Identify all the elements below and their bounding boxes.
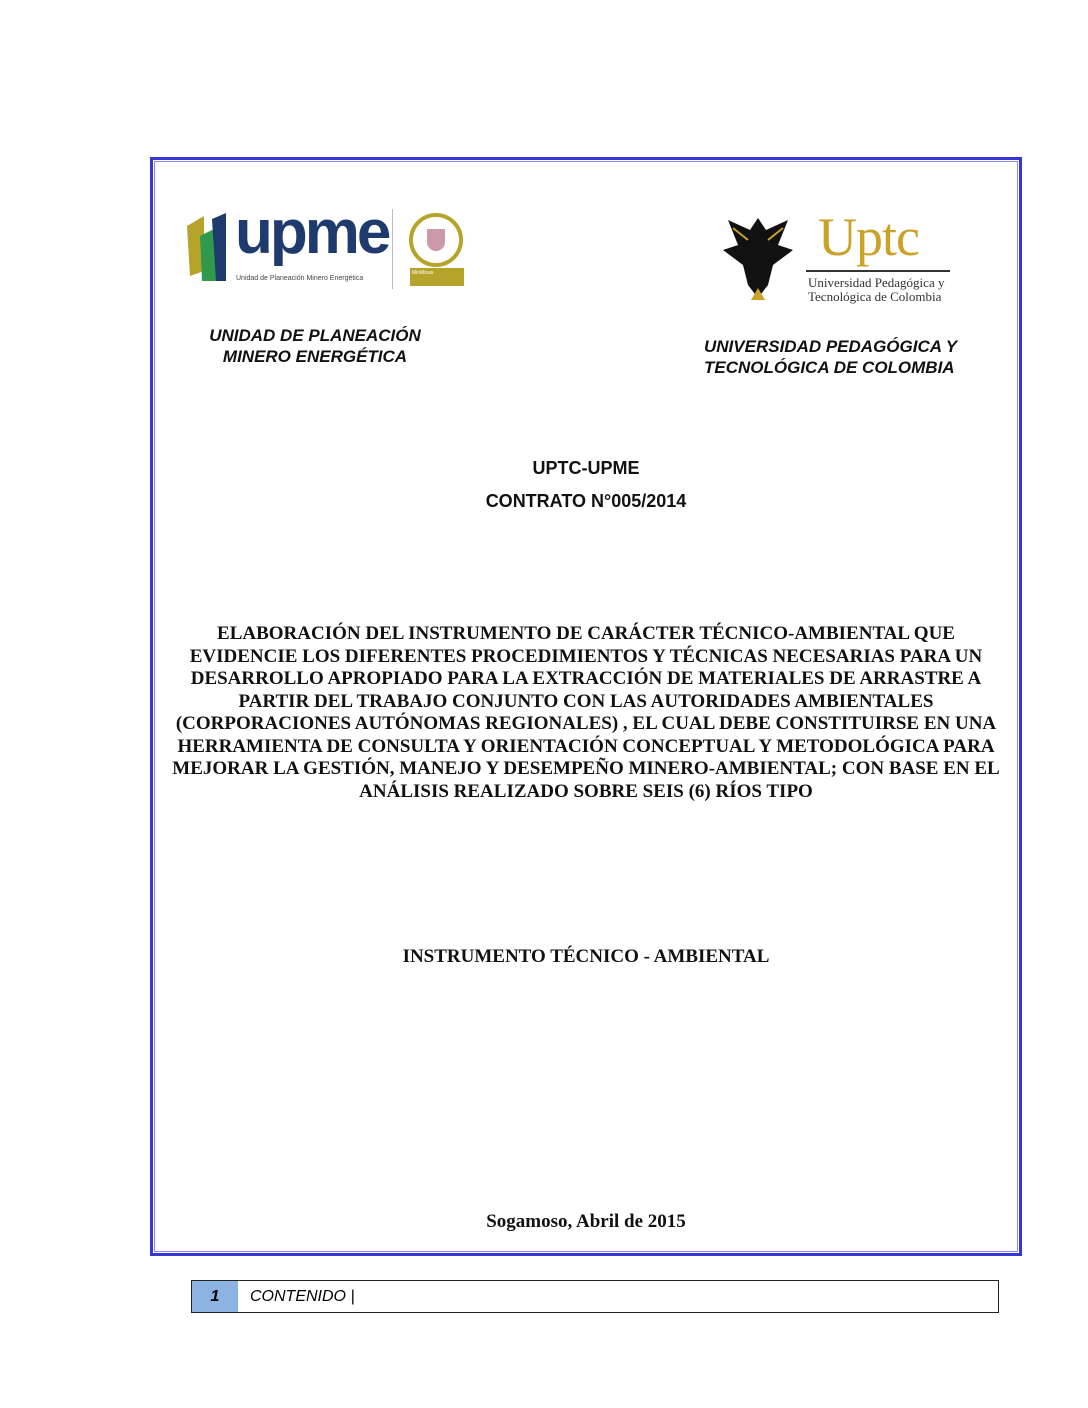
footer-section-label: CONTENIDO | — [250, 1288, 355, 1305]
upme-wordmark: upme — [235, 198, 389, 267]
document-subtitle: INSTRUMENTO TÉCNICO - AMBIENTAL — [402, 946, 770, 967]
upme-leaf-icon — [182, 211, 232, 281]
eagle-emblem-icon — [718, 210, 798, 310]
title-line: ELABORACIÓN DEL INSTRUMENTO DE CARÁCTER TÉCNICO-AMBIENTAL QUE — [217, 623, 955, 644]
left-organization — [190, 325, 440, 367]
right-org-line1: UNIVERSIDAD PEDAGÓGICA Y — [704, 337, 958, 356]
uptc-logo — [718, 207, 958, 315]
contract-number: CONTRATO N°005/2014 — [485, 491, 687, 511]
title-line: HERRAMIENTA DE CONSULTA Y ORIENTACIÓN CONCEPTUAL Y METODOLÓGICA PARA — [177, 735, 995, 757]
page-footer — [191, 1280, 999, 1313]
title-line: ANÁLISIS REALIZADO SOBRE SEIS (6) RÍOS TIPO — [359, 780, 813, 802]
uptc-wordmark: Uptc — [818, 207, 919, 267]
uptc-logo-text — [808, 276, 944, 304]
uptc-logo-line1: Universidad Pedagógica y — [808, 275, 945, 290]
right-organization — [704, 336, 1004, 378]
contract-code: UPTC-UPME — [532, 458, 640, 478]
left-org-line1: UNIDAD DE PLANEACIÓN — [209, 326, 421, 345]
left-org-line2: MINERO ENERGÉTICA — [222, 347, 408, 366]
title-line: MEJORAR LA GESTIÓN, MANEJO Y DESEMPEÑO MINERO-AMBIENTAL; CON BASE EN EL — [172, 758, 1000, 779]
page-number: 1 — [192, 1281, 238, 1312]
right-org-line2: TECNOLÓGICA DE COLOMBIA — [704, 358, 955, 377]
place-date: Sogamoso, Abril de 2015 — [486, 1211, 686, 1232]
title-line: (CORPORACIONES AUTÓNOMAS REGIONALES) , EL CUAL DEBE CONSTITUIRSE EN UNA — [175, 713, 997, 734]
title-line: DESARROLLO APROPIADO PARA LA EXTRACCIÓN DE MATERIALES DE ARRASTRE A — [190, 668, 982, 689]
uptc-logo-line2: Tecnológica de Colombia — [808, 289, 942, 304]
minminas-badge: MinMinas — [410, 268, 464, 286]
title-line: EVIDENCIE LOS DIFERENTES PROCEDIMIENTOS Y TÉCNICAS NECESARIAS PARA UN — [189, 645, 983, 667]
upme-logo — [180, 198, 470, 295]
upme-subtitle: Unidad de Planeación Minero Energética — [236, 275, 364, 282]
document-title — [150, 623, 1022, 803]
title-line: PARTIR DEL TRABAJO CONJUNTO CON LAS AUTORIDADES AMBIENTALES — [238, 690, 934, 712]
colombia-seal-icon — [409, 213, 463, 267]
